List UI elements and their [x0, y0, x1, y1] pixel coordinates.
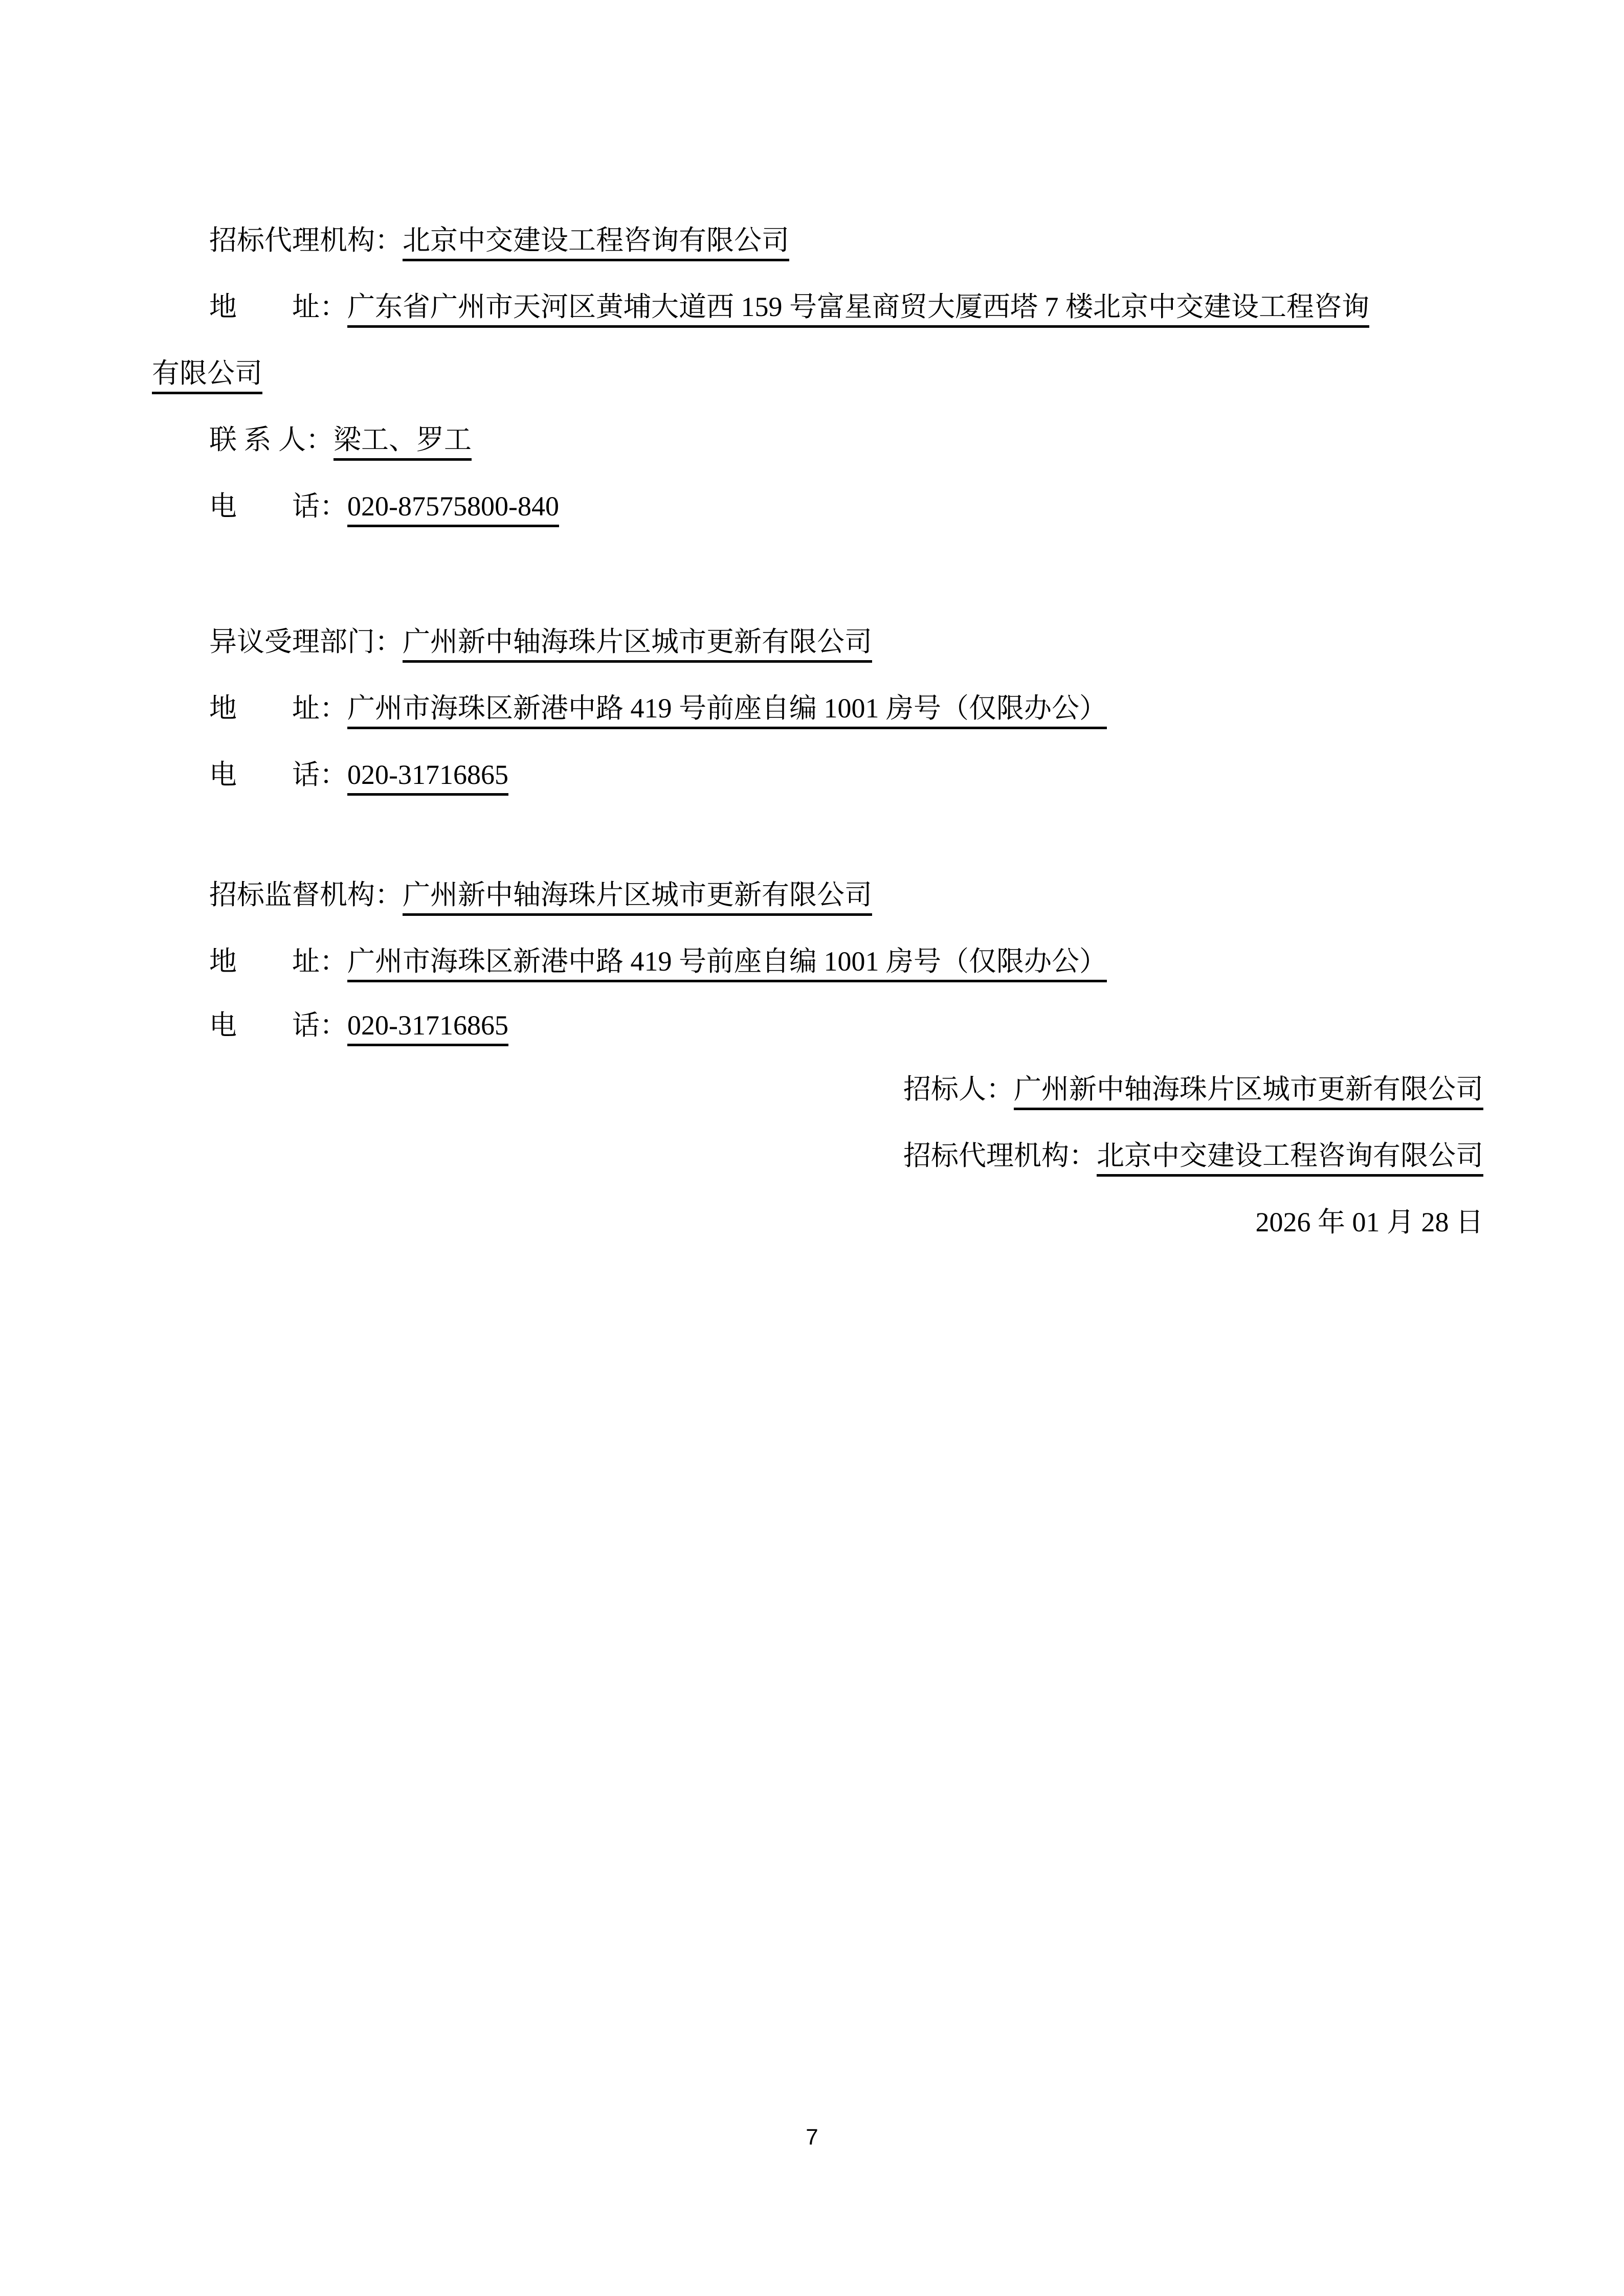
agency-name-line [209, 207, 789, 274]
supervision-org-label: 招标监督机构： [209, 880, 403, 910]
objection-phone-value: 020-31716865 [347, 759, 508, 796]
agency-name-label: 招标代理机构： [209, 225, 403, 256]
contact-person-value: 梁工、罗工 [333, 424, 472, 461]
agency-phone-label: 电 话： [209, 491, 347, 522]
objection-address-label: 地 址： [209, 693, 347, 724]
agency-address-line [209, 274, 1369, 340]
agency-address-value: 广东省广州市天河区黄埔大道西 159 号富星商贸大厦西塔 7 楼北京中交建设工程咨询 [347, 291, 1369, 328]
objection-address-value: 广州市海珠区新港中路 419 号前座自编 1001 房号（仅限办公） [347, 693, 1107, 729]
agency-address-continuation-line [152, 340, 262, 407]
agency-phone-value: 020-87575800-840 [347, 491, 559, 527]
contact-person-label: 联 系 人： [209, 424, 333, 455]
objection-address-line [209, 675, 1107, 741]
objection-dept-label: 异议受理部门： [209, 626, 403, 657]
signature-tenderer-line [903, 1056, 1483, 1122]
signature-agency-label: 招标代理机构： [903, 1140, 1097, 1171]
agency-name-value: 北京中交建设工程咨询有限公司 [403, 225, 789, 261]
signature-date-text: 2026 年 01 月 28 日 [1255, 1207, 1483, 1237]
contact-person-line [209, 407, 472, 473]
objection-phone-line [209, 741, 508, 808]
supervision-address-label: 地 址： [209, 946, 347, 977]
supervision-phone-label: 电 话： [209, 1010, 347, 1041]
objection-dept-line [209, 609, 872, 675]
agency-phone-line [209, 473, 559, 539]
supervision-org-value: 广州新中轴海珠片区城市更新有限公司 [403, 880, 872, 916]
signature-agency-value: 北京中交建设工程咨询有限公司 [1097, 1140, 1483, 1177]
supervision-phone-value: 020-31716865 [347, 1010, 508, 1046]
objection-dept-value: 广州新中轴海珠片区城市更新有限公司 [403, 626, 872, 663]
signature-date [1256, 1189, 1484, 1255]
signature-tenderer-value: 广州新中轴海珠片区城市更新有限公司 [1014, 1074, 1483, 1110]
agency-address-label: 地 址： [209, 291, 347, 322]
supervision-org-line [209, 862, 872, 928]
supervision-address-value: 广州市海珠区新港中路 419 号前座自编 1001 房号（仅限办公） [347, 946, 1107, 982]
signature-tenderer-label: 招标人： [903, 1074, 1014, 1105]
supervision-address-line [209, 928, 1107, 995]
agency-address-continuation-value: 有限公司 [152, 358, 262, 394]
page-number: 7 [806, 2125, 818, 2150]
supervision-phone-line [209, 992, 508, 1059]
objection-phone-label: 电 话： [209, 759, 347, 790]
signature-agency-line [903, 1122, 1483, 1189]
